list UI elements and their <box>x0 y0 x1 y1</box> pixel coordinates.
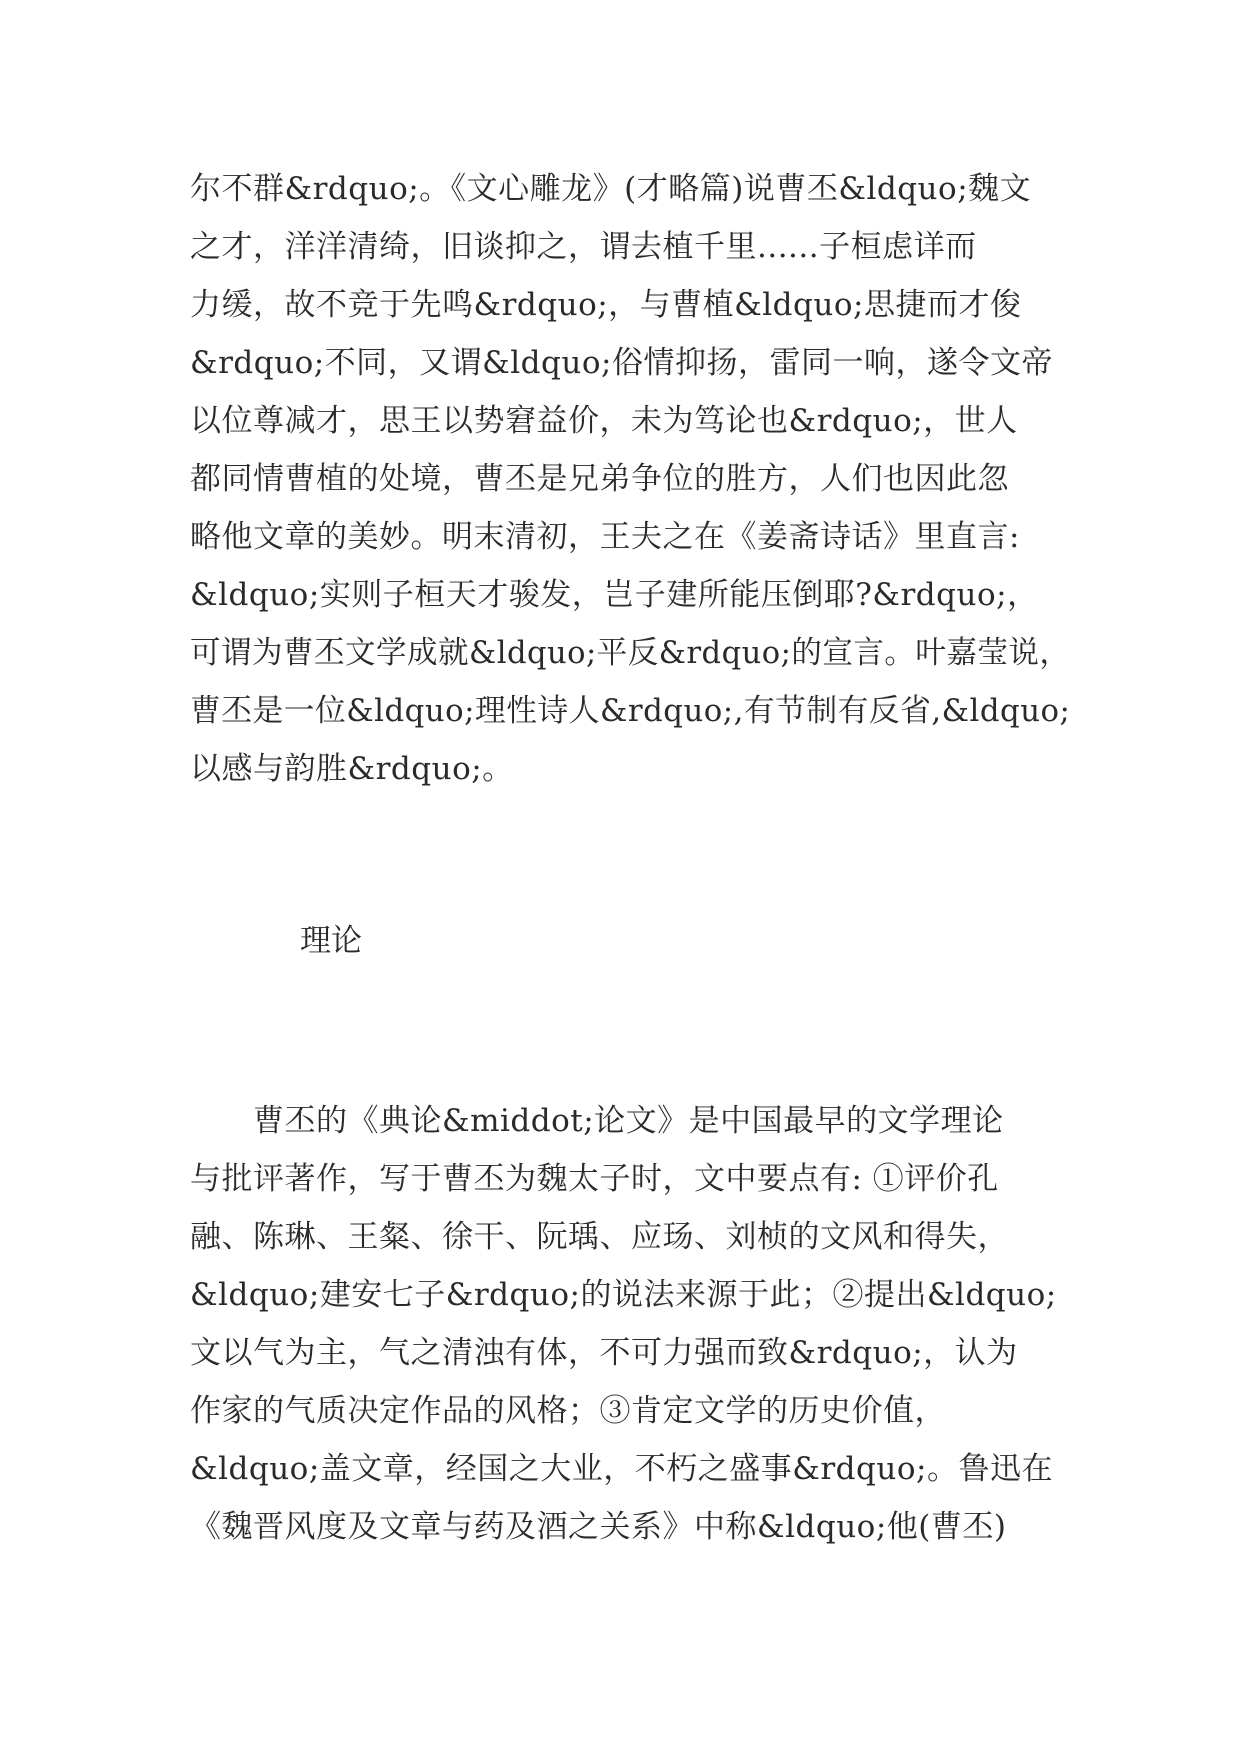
text-line: 可谓为曹丕文学成就&ldquo;平反&rdquo;的宣言。叶嘉莹说， <box>190 635 1071 671</box>
text-line: 略他文章的美妙。明末清初，王夫之在《姜斋诗话》里直言: <box>190 519 1020 555</box>
text-line: 力缓，故不竞于先鸣&rdquo;，与曹植&ldquo;思捷而才俊 <box>190 287 1022 323</box>
paragraph-2 <box>190 1092 1070 1556</box>
text-line: &ldquo;盖文章，经国之大业，不朽之盛事&rdquo;。鲁迅在 <box>190 1451 1053 1487</box>
section-heading: 理论 <box>300 923 362 959</box>
text-line: 作家的气质决定作品的风格；③肯定文学的历史价值， <box>190 1393 946 1429</box>
text-line: 都同情曹植的处境，曹丕是兄弟争位的胜方，人们也因此忽 <box>190 461 1009 497</box>
text-line: 以位尊减才，思王以势窘益价，未为笃论也&rdquo;，世人 <box>190 403 1018 439</box>
text-line: 曹丕是一位&ldquo;理性诗人&rdquo;,有节制有反省,&ldquo; <box>190 693 1071 729</box>
text-line: 曹丕的《典论&middot;论文》是中国最早的文学理论 <box>190 1103 1004 1139</box>
text-line: &rdquo;不同，又谓&ldquo;俗情抑扬，雷同一响，遂令文帝 <box>190 345 1053 381</box>
text-line: 融、陈琳、王粲、徐干、阮瑀、应玚、刘桢的文风和得失， <box>190 1219 1009 1255</box>
text-line: &ldquo;建安七子&rdquo;的说法来源于此；②提出&ldquo; <box>190 1277 1057 1313</box>
text-line: 之才，洋洋清绮，旧谈抑之，谓去植千里......子桓虑详而 <box>190 229 977 265</box>
text-line: 与批评著作，写于曹丕为魏太子时，文中要点有: ①评价孔 <box>190 1161 999 1197</box>
text-line: 文以气为主，气之清浊有体，不可力强而致&rdquo;，认为 <box>190 1335 1018 1371</box>
text-line: 尔不群&rdquo;。《文心雕龙》(才略篇)说曹丕&ldquo;魏文 <box>190 171 1032 207</box>
text-line: 以感与韵胜&rdquo;。 <box>190 751 514 787</box>
paragraph-1 <box>190 160 1070 798</box>
text-line: 《魏晋风度及文章与药及酒之关系》中称&ldquo;他(曹丕) <box>190 1509 1007 1545</box>
text-line: &ldquo;实则子桓天才骏发，岂子建所能压倒耶?&rdquo;， <box>190 577 1039 613</box>
